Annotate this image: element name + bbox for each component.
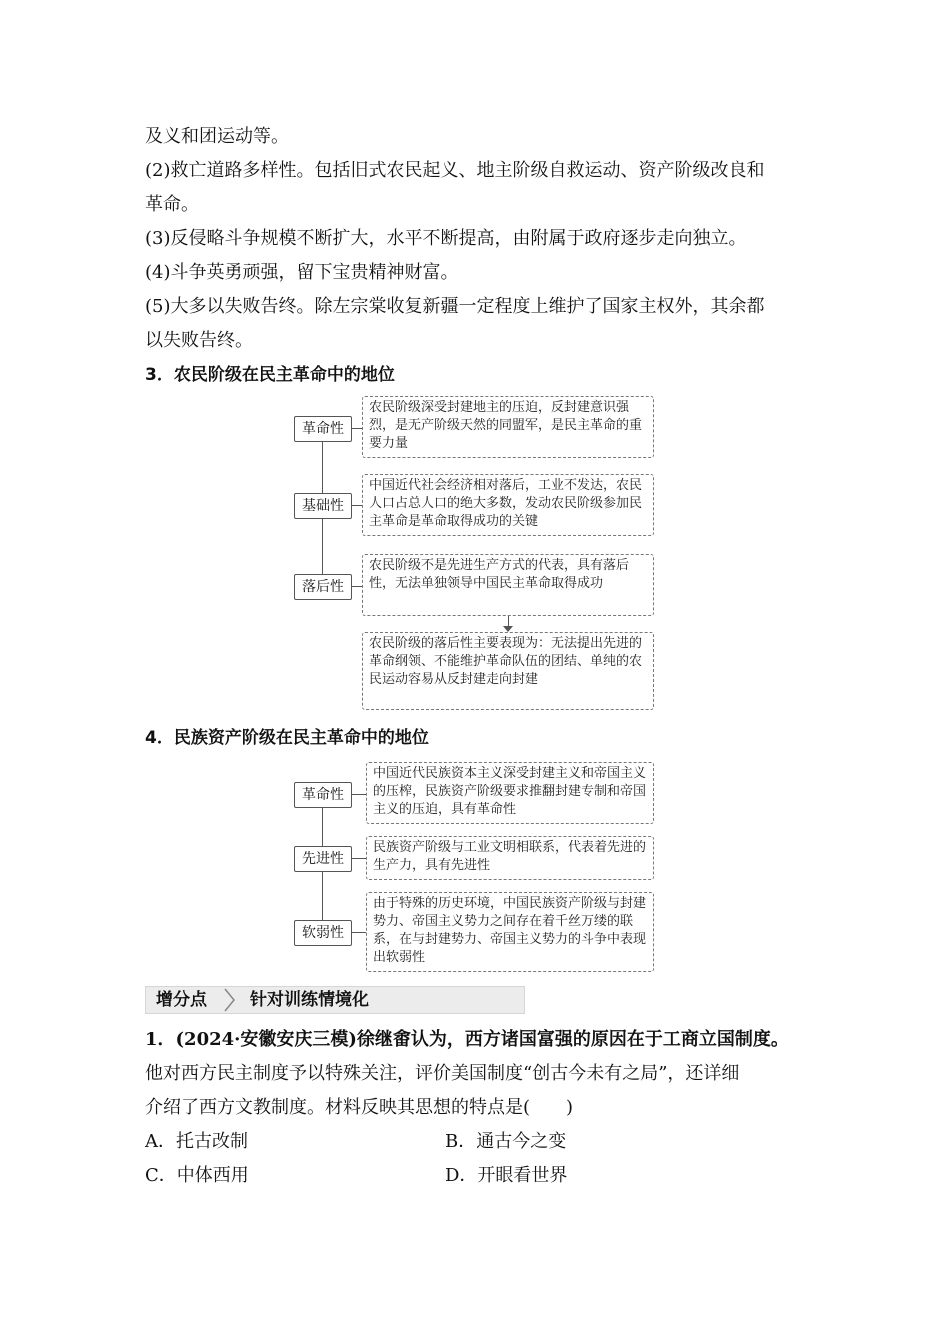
diagram-label: 落后性: [294, 574, 352, 600]
chevron-right-icon: [222, 987, 238, 1013]
diagram-label: 革命性: [294, 416, 352, 442]
connector: [352, 932, 366, 933]
section-title: 4．民族资产阶级在民主革命中的地位: [145, 728, 429, 748]
question-stem: 介绍了西方文教制度。材料反映其思想的特点是( ): [145, 1097, 574, 1118]
text-line: (5)大多以失败告终。除左宗棠收复新疆一定程度上维护了国家主权外，其余都: [145, 296, 765, 317]
connector: [352, 858, 366, 859]
text-line: 以失败告终。: [145, 330, 253, 351]
diagram-box: 农民阶级不是先进生产方式的代表，具有落后性，无法单独领导中国民主革命取得成功: [362, 554, 654, 616]
text-line: 革命。: [145, 194, 199, 215]
question-stem: 他对西方民主制度予以特殊关注，评价美国制度“创古今未有之局”，还详细: [145, 1063, 740, 1084]
question-stem: 1．(2024·安徽安庆三模)徐继畬认为，西方诸国富强的原因在于工商立国制度。: [145, 1029, 789, 1050]
option-d[interactable]: D．开眼看世界: [445, 1165, 568, 1186]
banner-text: 针对训练情境化: [250, 990, 369, 1010]
connector: [352, 794, 366, 795]
connector: [352, 428, 362, 429]
diagram-box: 由于特殊的历史环境，中国民族资产阶级与封建势力、帝国主义势力之间存在着千丝万缕的联系，在与封建势力、帝国主义势力的斗争中表现出软弱性: [366, 892, 654, 972]
connector: [352, 586, 362, 587]
diagram-label: 先进性: [294, 846, 352, 872]
diagram-label: 革命性: [294, 782, 352, 808]
diagram-label: 基础性: [294, 493, 352, 519]
diagram-box: 民族资产阶级与工业文明相联系，代表着先进的生产力，具有先进性: [366, 836, 654, 880]
diagram-box: 中国近代民族资本主义深受封建主义和帝国主义的压榨，民族资产阶级要求推翻封建专制和帝国主义的压迫，具有革命性: [366, 762, 654, 824]
diagram-box: 农民阶级的落后性主要表现为：无法提出先进的革命纲领、不能维护革命队伍的团结、单纯的农民运动容易从反封建走向封建: [362, 632, 654, 710]
connector: [352, 505, 362, 506]
diagram-box: 中国近代社会经济相对落后，工业不发达，农民人口占总人口的绝大多数，发动农民阶级参加民主革命是革命取得成功的关键: [362, 474, 654, 536]
text-line: 及义和团运动等。: [145, 126, 289, 147]
option-a[interactable]: A．托古改制: [145, 1131, 248, 1152]
text-line: (4)斗争英勇顽强，留下宝贵精神财富。: [145, 262, 459, 283]
option-b[interactable]: B．通古今之变: [445, 1131, 567, 1152]
text-line: (3)反侵略斗争规模不断扩大，水平不断提高，由附属于政府逐步走向独立。: [145, 228, 747, 249]
option-c[interactable]: C．中体西用: [145, 1165, 249, 1186]
banner-tag: 增分点: [156, 990, 207, 1010]
diagram-box: 农民阶级深受封建地主的压迫，反封建意识强烈，是无产阶级天然的同盟军，是民主革命的重要力量: [362, 396, 654, 458]
section-banner: [145, 986, 525, 1014]
text-line: (2)救亡道路多样性。包括旧式农民起义、地主阶级自救运动、资产阶级改良和: [145, 160, 765, 181]
diagram-label: 软弱性: [294, 920, 352, 946]
section-title: 3．农民阶级在民主革命中的地位: [145, 365, 395, 385]
